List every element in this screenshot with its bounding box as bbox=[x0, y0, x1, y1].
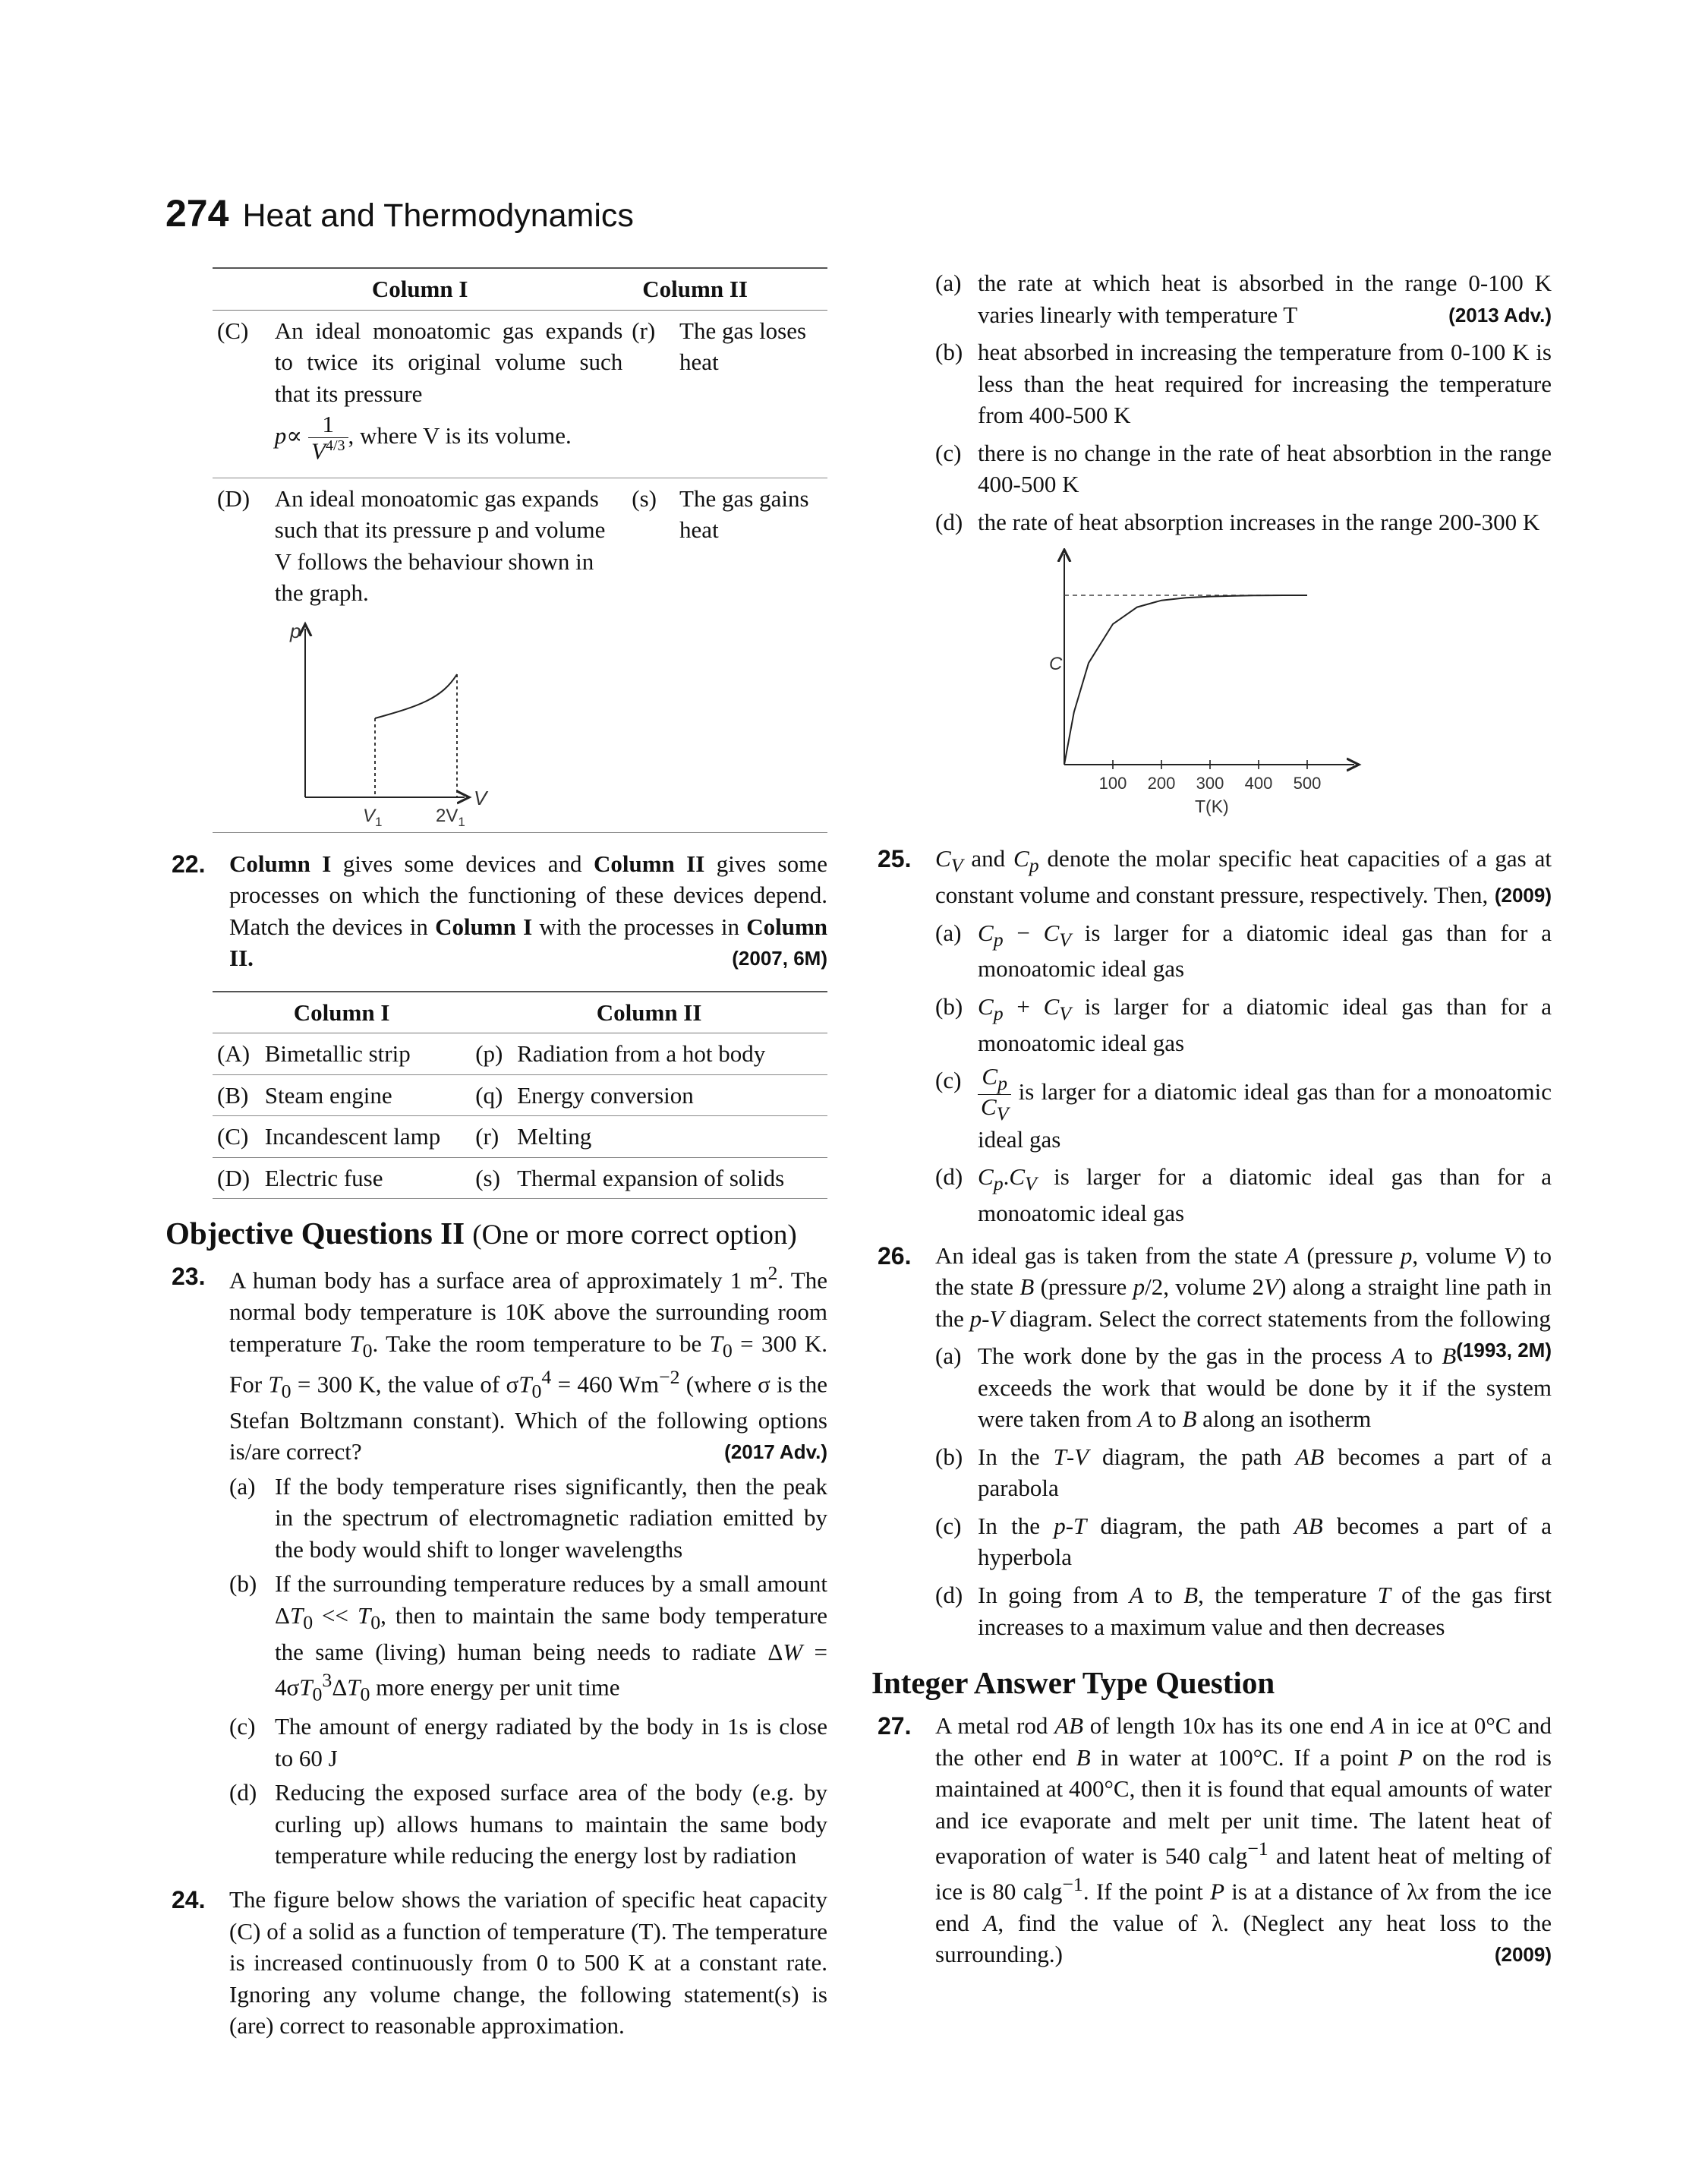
question-24: 24. The figure below shows the variation of specific heat capacity (C) of a solid as a function of temperature (T). The temperature is increased continuously from 0 to 500 K at a constant rate. Ignoring any volume change, the following statement(s) is (are) correct to reasonable approximation. bbox=[165, 1884, 827, 2042]
option-c: (c) The amount of energy radiated by the body in 1s is close to 60 J bbox=[229, 1713, 827, 1771]
x-tick-label: 200 bbox=[1147, 774, 1176, 793]
y-axis-label: p bbox=[289, 619, 301, 642]
pv-graph bbox=[275, 615, 548, 828]
table-row: (D) Electric fuse (s) Thermal expansion of solids bbox=[213, 1157, 827, 1199]
x-axis-label: V bbox=[473, 786, 487, 809]
table-row bbox=[213, 310, 827, 478]
row-label: (C) bbox=[213, 310, 270, 478]
question-23: 23. A human body has a surface area of approximately 1 $m^2$. The normal body temperature is 10K above the surrounding room temperature $T_0$. Take the room temperature to be $T_0 = 300$ K. For $T_0 = 300$ K, the value of $\sigma T_0^4 = 460$ $Wm^{-2}$ (where σ is the Stefan Boltzmann constant). Which of the following options is/are correct? (2017 Adv.) bbox=[172, 1262, 827, 1465]
q24-option-d: (d) the rate of heat absorption increases in the range 200-300 K bbox=[935, 508, 1540, 535]
page-header bbox=[165, 188, 634, 239]
year-tag: (2007, 6M) bbox=[732, 947, 827, 970]
row-text: The gas gains heat bbox=[675, 478, 827, 832]
right-column bbox=[871, 267, 1552, 1970]
heat-capacity-chart bbox=[1049, 548, 1368, 829]
q24-option-a: (a) the rate at which heat is absorbed in the range 0-100 K varies linearly with temperature T (2013 Adv.) bbox=[935, 270, 1552, 328]
q24-option-c: (c) there is no change in the rate of heat absorbtion in the range 400-500 K bbox=[935, 439, 1552, 498]
table-row: (C) Incandescent lamp (r) Melting bbox=[213, 1116, 827, 1158]
q26-option-a: (a) The work done by the gas in the process A to B exceeds the work that would be done by it if the system were taken from A to B along an isotherm bbox=[935, 1342, 1552, 1433]
question-number: 22. bbox=[172, 850, 206, 878]
q26-option-c: (c) In the p-T diagram, the path AB becomes a part of a hyperbola bbox=[935, 1512, 1552, 1571]
match-table-continued bbox=[213, 267, 827, 833]
tick-v1: $V_1$ bbox=[362, 805, 383, 828]
section-heading-integer: Integer Answer Type Question bbox=[871, 1665, 1275, 1701]
chapter-title: Heat and Thermodynamics bbox=[242, 197, 634, 234]
question-number: 26. bbox=[878, 1241, 912, 1270]
pv-curve bbox=[375, 674, 457, 718]
row-label: (s) bbox=[627, 478, 675, 832]
q25-option-c: (c) $\frac{C_p}{C_V}$ is larger for a diatomic ideal gas than for a monoatomic ideal gas bbox=[935, 1063, 1552, 1153]
question-number: 23. bbox=[172, 1263, 206, 1291]
year-tag: (2009) bbox=[1494, 884, 1552, 907]
row-text: The gas loses heat bbox=[675, 310, 827, 478]
tick-2v1: $2V_1$ bbox=[435, 805, 465, 828]
question-22: 22. Column I gives some devices and Column II gives some processes on which the functioning of these devices depend. Match the devices in Column I with the processes in Column II. (2007, 6M) bbox=[165, 848, 827, 974]
option-b: (b) If the surrounding temperature reduces by a small amount $\Delta T_0 << T_0$, then to maintain the same body temperature the same (living) human being needs to radiate $\Delta W = 4\sigma T_0^3\Delta T_0$ more energy per unit time bbox=[229, 1570, 828, 1705]
page-number: 274 bbox=[165, 192, 229, 235]
table-row bbox=[213, 478, 827, 832]
table-header-col1: Column I bbox=[213, 992, 471, 1033]
row-text bbox=[270, 310, 627, 478]
row-label: (D) bbox=[213, 478, 270, 832]
year-tag: (1993, 2M) bbox=[1456, 1339, 1552, 1362]
question-number: 27. bbox=[878, 1712, 912, 1740]
q25-option-a: (a) $C_p - C_V$ is larger for a diatomic ideal gas than for a monoatomic ideal gas bbox=[935, 919, 1552, 983]
pressure-fraction: $\frac{1}{V^{4/3}}$ bbox=[308, 412, 348, 463]
row-d-text: An ideal monoatomic gas expands such that its pressure p and volume V follows the behaviour shown in the graph. bbox=[274, 484, 606, 607]
q25-option-b: (b) $C_p + C_V$ is larger for a diatomic ideal gas than for a monoatomic ideal gas bbox=[935, 992, 1552, 1056]
option-d: (d) Reducing the exposed surface area of the body (e.g. by curling up) allows humans to maintain the same body temperature while reducing the energy lost by radiation bbox=[229, 1779, 827, 1869]
year-tag: (2009) bbox=[1494, 1943, 1552, 1967]
section-heading-objective-ii: Objective Questions II (One or more correct option) bbox=[165, 1216, 797, 1251]
question-25: 25. $C_V$ and $C_p$ denote the molar specific heat capacities of a gas at constant volume and constant pressure, respectively. Then, (2009) bbox=[871, 843, 1552, 910]
option-a: (a) If the body temperature rises significantly, then the peak in the spectrum of electromagnetic radiation emitted by the body would shift to longer wavelengths bbox=[229, 1472, 827, 1563]
q26-option-d: (d) In going from A to B, the temperature T of the gas first increases to a maximum value and then decreases bbox=[935, 1582, 1552, 1640]
x-tick-label: 500 bbox=[1293, 774, 1322, 793]
table-header-col1: Column I bbox=[213, 268, 627, 310]
row-c-formula: p∝ $\frac{1}{V^{4/3}}$ , where V is its volume. bbox=[274, 411, 572, 464]
question-number: 25. bbox=[878, 845, 912, 873]
y-axis-label: C bbox=[1049, 654, 1063, 675]
q26-option-b: (b) In the T-V diagram, the path AB becomes a part of a parabola bbox=[935, 1443, 1552, 1502]
match-table-22 bbox=[213, 991, 827, 1200]
question-26: 26. An ideal gas is taken from the state A (pressure p, volume V) to the state B (pressure p/2, volume 2V) along a straight line path in the p-V diagram. Select the correct statements from the following (1993, 2M) bbox=[871, 1240, 1552, 1335]
left-column bbox=[165, 267, 827, 2042]
table-header-col2: Column II bbox=[627, 268, 827, 310]
year-tag: (2017 Adv.) bbox=[724, 1440, 827, 1464]
cp-cv-fraction: $\frac{C_p}{C_V}$ bbox=[978, 1065, 1011, 1124]
x-tick-label: 100 bbox=[1098, 774, 1127, 793]
table-row: (B) Steam engine (q) Energy conversion bbox=[213, 1074, 827, 1116]
x-tick-label: 400 bbox=[1244, 774, 1273, 793]
x-axis-label: T(K) bbox=[1195, 797, 1229, 817]
question-number: 24. bbox=[172, 1886, 206, 1913]
q25-option-d: (d) $C_p.C_V$ is larger for a diatomic ideal gas than for a monoatomic ideal gas bbox=[935, 1163, 1552, 1227]
row-c-text: An ideal monoatomic gas expands to twice its original volume such that its pressure bbox=[274, 317, 623, 407]
row-text bbox=[270, 478, 627, 832]
c-vs-t-curve bbox=[1064, 595, 1307, 765]
table-header-col2: Column II bbox=[471, 992, 827, 1033]
row-label: (r) bbox=[627, 310, 675, 478]
q24-option-b: (b) heat absorbed in increasing the temperature from 0-100 K is less than the heat required for increasing the temperature from 400-500 K bbox=[935, 339, 1552, 429]
table-row: (A) Bimetallic strip (p) Radiation from a hot body bbox=[213, 1033, 827, 1075]
question-27: 27. A metal rod AB of length 10x has its one end A in ice at 0°C and the other end B in water at 100°C. If a point P on the rod is maintained at 400°C, then it is found that equal amounts of water and ice evaporate and melt per unit time. The latent heat of evaporation of water is 540 calg$^{-1}$ and latent heat of melting of ice is 80 calg$^{-1}$. If the point P is at a distance of λx from the ice end A, find the value of λ. (Neglect any heat loss to the surrounding.) (2009) bbox=[871, 1710, 1552, 1970]
x-tick-label: 300 bbox=[1196, 774, 1224, 793]
